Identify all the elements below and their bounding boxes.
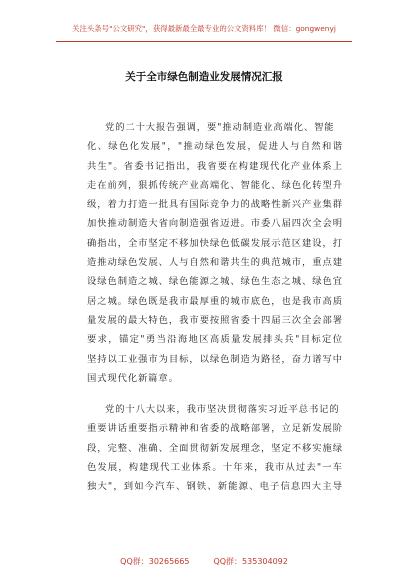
paragraph-1-line: 化、绿色化发展"，"推动绿色发展，促进人与自然和谐 — [87, 141, 342, 153]
paragraph-1-line: 国式现代化新篇章。 — [87, 372, 179, 384]
paragraph-1-line: 共生"。省委书记指出，我省要在构建现代化产业体系上 — [87, 160, 342, 172]
paragraph-1-line: 加快推动制造大省向制造强省迈进。市委八届四次全会明 — [87, 218, 342, 230]
header-divider — [56, 41, 352, 42]
document-title: 关于全市绿色制造业发展情况汇报 — [125, 71, 283, 83]
paragraph-1-line: 居之城。绿色既是我市最厚重的城市底色，也是我市高质 — [87, 295, 342, 307]
paragraph-2-line: 段，完整、准确、全面贯彻新发展理念，坚定不移实施绿 — [87, 442, 342, 454]
paragraph-1-line: 确指出，全市坚定不移加快绿色低碳发展示范区建设，打 — [87, 237, 342, 249]
paragraph-2-line: 重要讲话重要指示精神和省委的战略部署，立足新发展阶 — [87, 423, 342, 435]
paragraph-1-line: 党的二十大报告强调，要"推动制造业高端化、智能 — [105, 122, 335, 133]
paragraph-1-line: 坚持以工业强市为目标，以绿色制造为路径，奋力谱写中 — [87, 353, 342, 365]
paragraph-2-line: 党的十八大以来，我市坚决贯彻落实习近平总书记的 — [105, 404, 340, 416]
footer-qq-group-1: QQ群：30265665 — [120, 557, 190, 566]
document-body — [87, 118, 342, 497]
paragraph-1-line: 要求，锚定"勇当沿海地区高质量发展排头兵"目标定位 — [87, 334, 342, 346]
header-banner: 关注头条号"公文研究"，获得最新最全最专业的公文资料库！ 微信：gongwenyj — [72, 24, 336, 33]
footer-contact — [0, 556, 408, 568]
paragraph-1-line: 走在前列，狠抓传统产业高端化、智能化、绿色化转型升 — [87, 179, 342, 191]
paragraph-1-line: 量发展的最大特色，我市要按照省委十四届三次全会部署 — [87, 314, 342, 326]
paragraph-2-line: 色发展，构建现代工业体系。十年来，我市从过去"一车 — [87, 462, 342, 474]
paragraph-1-line: 造推动绿色发展、人与自然和谐共生的典范城市，重点建 — [87, 257, 342, 269]
paragraph-gap — [87, 388, 342, 400]
paragraph-1-line: 级，着力打造一批具有国际竞争力的战略性新兴产业集群 — [87, 199, 342, 211]
footer-qq-group-2: QQ群：535304092 — [213, 557, 288, 566]
paragraph-2-line: 独大"，到如今汽车、钢铁、新能源、电子信息四大主导 — [87, 481, 342, 493]
paragraph-1-line: 设绿色制造之城、绿色能源之城、绿色生态之城、绿色宜 — [87, 276, 342, 288]
